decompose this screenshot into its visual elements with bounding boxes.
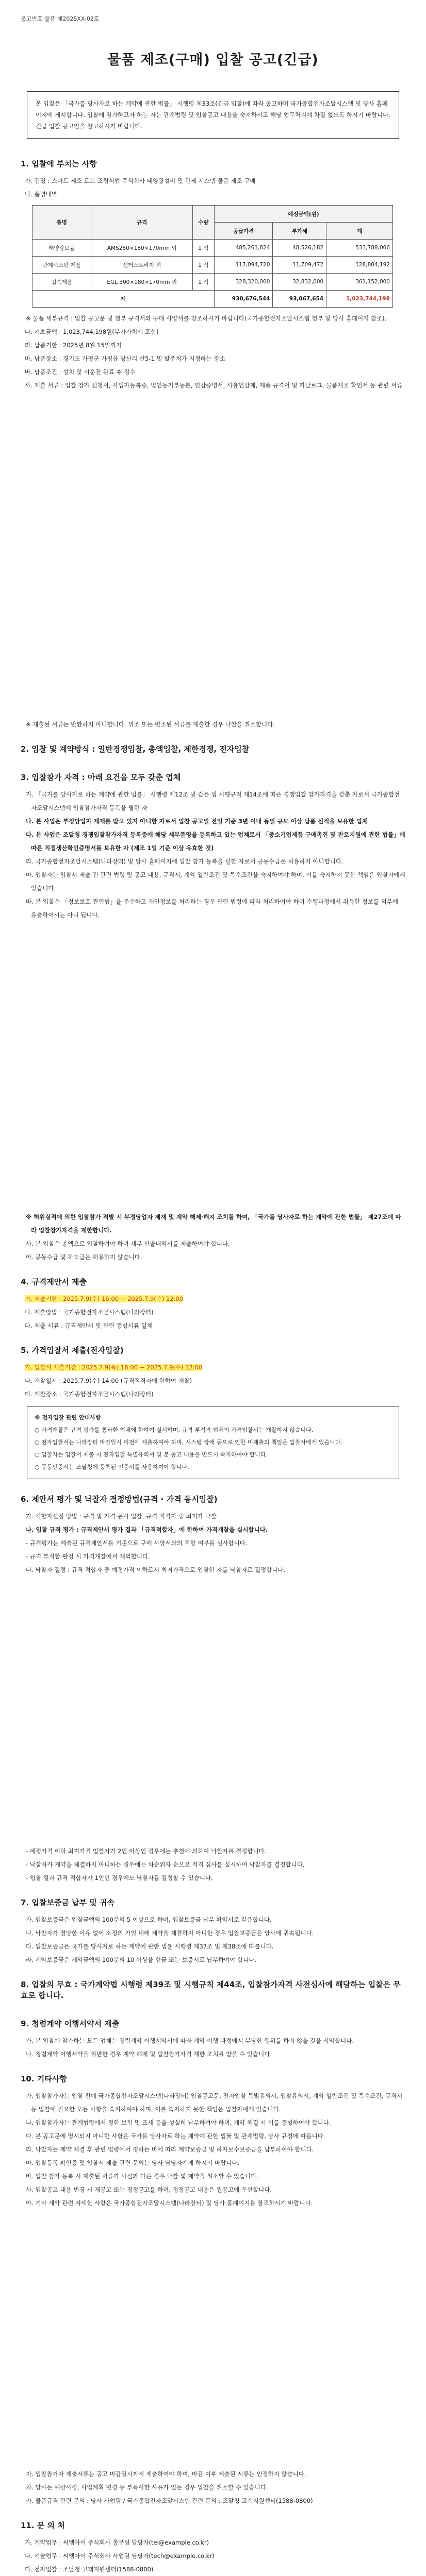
cell-supply: 485,261,824 bbox=[214, 240, 273, 257]
th-item: 품명 bbox=[32, 206, 91, 240]
notice-c: 아. 공동수급 및 하도급은 허용하지 않습니다. bbox=[26, 1253, 142, 1261]
table-row bbox=[32, 240, 393, 257]
cell-item: 태양광모듈 bbox=[32, 240, 91, 257]
qual-d: 라. 국가종합전자조달시스템(나라장터) 및 당사 홈페이지에 입찰 참가 등록을 필한 자로서 공동수급은 허용하지 아니합니다. bbox=[26, 858, 343, 865]
section-10 bbox=[21, 2073, 405, 2507]
table-total-row bbox=[32, 291, 393, 308]
box-title: ※ 전자입찰 관련 안내사항 bbox=[35, 1414, 101, 1421]
eval-g: - 낙찰자가 계약을 체결하지 아니하는 경우에는 차순위자 순으로 적격 심사를 실시하여 낙찰자를 결정합니다. bbox=[26, 1861, 305, 1868]
integrity-a: 가. 본 입찰에 참가하는 모든 업체는 청렴계약 이행서약서에 따라 계약 이행 과정에서 부당한 행위를 하지 않을 것을 서약합니다. bbox=[26, 2037, 354, 2044]
cell-item: 접속제품 bbox=[32, 274, 91, 291]
false-record-notice: ※ 허위실적에 의한 입찰참가 적발 시 부정당업자 제재 및 계약 해제·해지 조치를 하며, 「국가를 당사자로 하는 계약에 관한 법률」 제27조에 따라 입찰참가자격을 제한합니다. bbox=[26, 1213, 401, 1234]
eval-c: - 규격평가는 제출된 규격제안서를 기준으로 구매 사양서와의 적합 여부를 심사합니다. bbox=[26, 1539, 248, 1547]
misc-g: 사. 입찰공고 내용 변경 시 재공고 또는 정정공고를 하며, 정정공고 내용은 원공고에 우선합니다. bbox=[26, 2186, 272, 2193]
section-heading: 7. 입찰보증금 납부 및 귀속 bbox=[21, 1898, 114, 1907]
cell-vat: 32,832,000 bbox=[273, 274, 326, 291]
proposal-deadline bbox=[21, 1292, 405, 1306]
misc-d: 라. 낙찰자는 계약 체결 후 관련 법령에서 정하는 바에 따라 계약보증금 및 하자보수보증금을 납부하여야 합니다. bbox=[26, 2146, 314, 2153]
cell-sum: 533,788,006 bbox=[326, 240, 393, 257]
section-9 bbox=[21, 2018, 405, 2061]
section-heading: 1. 입찰에 부치는 사항 bbox=[21, 159, 97, 168]
section-7 bbox=[21, 1897, 405, 1967]
contact-contract: 가. 계약업무 : 씨엠아이 주식회사 총무팀 담당자(tel@example.co.kr) bbox=[25, 2539, 209, 2546]
proposal-docs: 다. 제출 서류 : 규격제안서 및 관련 증빙서류 일체 bbox=[25, 1322, 153, 1329]
cell-spec: 센터스토리지 외 bbox=[91, 257, 193, 274]
misc-h: 아. 기타 계약 관련 자세한 사항은 국가종합전자조달시스템(나라장터) 및 당사 홈페이지를 참조하시기 바랍니다. bbox=[26, 2199, 313, 2207]
contact-ebid: 다. 전자입찰 : 조달청 고객지원센터(1588-0800) bbox=[25, 2566, 154, 2573]
e-bid-notice-box bbox=[27, 1406, 399, 1479]
item-list-label: 나. 품명내역 bbox=[25, 191, 57, 198]
cell-qty: 1 식 bbox=[192, 274, 214, 291]
eval-e: 다. 낙찰자 결정 : 규격 적합자 중 예정가격 이하로서 최저가격으로 입찰한 자를 낙찰자로 결정합니다. bbox=[26, 1566, 286, 1573]
section-heading: 4. 규격제안서 제출 bbox=[21, 1277, 87, 1286]
deposit-a: 가. 입찰보증금은 입찰금액의 100분의 5 이상으로 하며, 입찰보증금 납부 확약서로 갈음합니다. bbox=[26, 1916, 272, 1923]
th-supply: 공급가격 bbox=[214, 223, 273, 240]
cell-vat: 11,709,472 bbox=[273, 257, 326, 274]
section-heading: 5. 가격입찰서 제출(전자입찰) bbox=[21, 1346, 124, 1355]
misc-j: 차. 당사는 예산사정, 사업계획 변경 등 부득이한 사유가 있는 경우 입찰을 취소할 수 있습니다. bbox=[26, 2484, 268, 2491]
section-5 bbox=[21, 1345, 405, 1401]
qual-c: 다. 본 사업은 조달청 경쟁입찰참가자격 등록증에 해당 세부품명을 등록하고 있는 업체로서 「중소기업제품 구매촉진 및 판로지원에 관한 법률」에 따른 직접생산확인증명서를 보유한 자 (제조 1일 기준 이상 유효한 것) bbox=[26, 831, 405, 852]
cell-item: 관제시스템 제품 bbox=[32, 257, 91, 274]
cell-total-sum: 1,023,744,198 bbox=[326, 291, 393, 308]
deposit-b: 나. 낙찰자가 정당한 이유 없이 소정의 기일 내에 계약을 체결하지 아니한 경우 입찰보증금은 당사에 귀속됩니다. bbox=[26, 1929, 314, 1937]
notice-block bbox=[21, 1210, 405, 1264]
cell-qty: 1 식 bbox=[192, 240, 214, 257]
eval-f: - 예정가격 이하 최저가격 입찰자가 2인 이상인 경우에는 추첨에 의하여 낙찰자를 결정합니다. bbox=[26, 1848, 267, 1855]
misc-e: 마. 입찰등록 확인증 및 입찰서 제출 관련 문의는 당사 담당자에게 하시기 바랍니다. bbox=[26, 2159, 240, 2166]
misc-f: 바. 입찰 참가 등록 시 제출된 서류가 사실과 다른 경우 낙찰 및 계약을 취소할 수 있습니다. bbox=[26, 2173, 258, 2180]
cell-total-label: 계 bbox=[32, 291, 215, 308]
table-row bbox=[32, 257, 393, 274]
section-heading: 11. 문 의 처 bbox=[21, 2521, 65, 2530]
spec-note: ※ 물품 세부규격 : 입찰 공고문 및 첨부 규격서와 구매 사양서를 참조하시기 바랍니다(국가종합전자조달시스템 첨부 및 당사 홈페이지 참조). bbox=[26, 315, 387, 322]
intro-box: 본 입찰은 「국가를 당사자로 하는 계약에 관한 법률」 시행령 제33조(긴급 입찰)에 따라 공고하며 국가종합전자조달시스템 및 당사 홈페이지에 게시합니다. 입찰에 참가하고자 하는 자는 관계법령 및 입찰공고 내용을 숙지하시고 해당 업무처리에 차질 없도록 하시기 바랍니다. 긴급 입찰 공고임을 참고하시기 바랍니다. bbox=[27, 91, 399, 139]
delivery-terms: 바. 납품조건 : 설치 및 시운전 완료 후 검수 bbox=[25, 368, 136, 376]
eval-a: 가. 적합자선정 방법 : 규격 및 가격 동시 입찰, 규격 적격자 중 최저가 낙찰 bbox=[26, 1513, 217, 1520]
item-table bbox=[32, 205, 393, 308]
cell-sum: 128,804,192 bbox=[326, 257, 393, 274]
table-row bbox=[32, 274, 393, 291]
notice-number: 공고번호 물품 제2025XX-02호 bbox=[21, 15, 100, 22]
th-price: 예정금액(원) bbox=[214, 206, 392, 223]
opening-place: 다. 개찰장소 : 국가종합전자조달시스템(나라장터) bbox=[25, 1391, 154, 1398]
misc-b: 나. 입찰참가자는 관계법령에서 정한 보험 및 조세 등을 성실히 납부하여야 하며, 계약 체결 시 이를 증빙하여야 합니다. bbox=[26, 2119, 331, 2126]
deposit-d: 라. 계약보증금은 계약금액의 100분의 10 이상을 현금 또는 보증서로 납부하여야 합니다. bbox=[26, 1956, 257, 1963]
bid-period bbox=[21, 1361, 405, 1374]
section-heading: 3. 입찰참가 자격 : 아래 요건을 모두 갖춘 업체 bbox=[21, 773, 181, 782]
box-item: ○ 가격개찰은 규격 평가를 통과한 업체에 한하여 실시하며, 규격 부적격 업체의 가격입찰서는 개찰하지 않습니다. bbox=[35, 1427, 314, 1433]
cell-total-supply: 930,676,544 bbox=[214, 291, 273, 308]
section-6 bbox=[21, 1494, 405, 1885]
box-item: ○ 전자입찰서는 나라장터 마감일시 이전에 제출하여야 하며, 시스템 장애 등으로 인한 미제출의 책임은 입찰자에게 있습니다. bbox=[35, 1439, 342, 1446]
section-heading: 6. 제안서 평가 및 낙찰자 결정방법(규격 · 가격 동시입찰) bbox=[21, 1495, 218, 1504]
section-4 bbox=[21, 1276, 405, 1332]
eval-d: - 규격 부적합 판정 시 가격개찰에서 제외합니다. bbox=[26, 1553, 150, 1560]
submit-docs: 사. 제출 서류 : 입찰 참가 신청서, 사업자등록증, 법인등기부등본, 인감증명서, 사용인감계, 제품 규격서 및 카탈로그, 물품제조 확인서 등 관련 서류 bbox=[25, 382, 403, 389]
cell-sum: 361,152,000 bbox=[326, 274, 393, 291]
integrity-b: 나. 청렴계약 이행서약을 위반한 경우 계약 해제 및 입찰참가자격 제한 조치를 받을 수 있습니다. bbox=[26, 2050, 272, 2058]
deposit-c: 다. 입찰보증금은 국가를 당사자로 하는 계약에 관한 법률 시행령 제37조 및 제38조에 따릅니다. bbox=[26, 1943, 274, 1950]
cell-spec: AMS250×180×170mm 외 bbox=[91, 240, 193, 257]
contact-tech: 나. 기술업무 : 씨엠아이 주식회사 사업팀 담당자(tech@example.co.kr) bbox=[25, 2552, 215, 2560]
cell-total-vat: 93,067,654 bbox=[273, 291, 326, 308]
qual-e: 마. 입찰자는 입찰서 제출 전 관련 법령 및 공고 내용, 규격서, 계약 일반조건 및 특수조건을 숙지하여야 하며, 이를 숙지하지 못한 책임은 입찰자에게 있습니다. bbox=[26, 871, 405, 892]
box-item: ○ 공동인증서는 조달청에 등록된 인증서를 사용하여야 합니다. bbox=[35, 1464, 189, 1470]
section-8-heading: 8. 입찰의 무효 : 국가계약법 시행령 제39조 및 시행규칙 제44조, 입찰참가자격 사전심사에 해당하는 입찰은 무효로 합니다. bbox=[21, 1980, 401, 2000]
misc-i: 자. 입찰참가자 제출서류는 공고 마감일시까지 제출하여야 하며, 마감 이후 제출된 서류는 인정하지 않습니다. bbox=[26, 2470, 306, 2478]
section-heading: 9. 청렴계약 이행서약서 제출 bbox=[21, 2019, 120, 2028]
qual-b: 나. 본 사업은 부정당업자 제재를 받고 있지 아니한 자로서 입찰 공고일 전일 기준 3년 이내 동일 규모 이상 납품 실적을 보유한 업체 bbox=[26, 818, 368, 825]
qual-a: 가. 「국가를 당사자로 하는 계약에 관한 법률」 시행령 제12조 및 같은 법 시행규칙 제14조에 따른 경쟁입찰 참가자격을 갖춘 자로서 국가종합전자조달시스템에 입찰참가자격 등록을 필한 자 bbox=[26, 791, 400, 811]
th-spec: 규격 bbox=[91, 206, 193, 240]
blank-area bbox=[21, 399, 405, 708]
cell-supply: 328,320,000 bbox=[214, 274, 273, 291]
item-name: 가. 건명 : 스마트 제조 로드 조립식업 주식회사 태양광설비 및 관제 시스템 물품 제조 구매 bbox=[25, 177, 256, 184]
misc-k: 카. 물품규격 관련 문의 : 당사 사업팀 / 국가종합전자조달시스템 관련 문의 : 조달청 고객지원센터(1588-0800) bbox=[26, 2497, 313, 2504]
th-qty: 수량 bbox=[192, 206, 214, 240]
section-3 bbox=[21, 772, 405, 922]
page-title: 물품 제조(구매) 입찰 공고(긴급) bbox=[107, 52, 319, 68]
th-sum: 계 bbox=[326, 223, 393, 240]
cell-qty: 1 식 bbox=[192, 257, 214, 274]
cell-spec: EGL 300×180×170mm 외 bbox=[91, 274, 193, 291]
cell-supply: 117,094,720 bbox=[214, 257, 273, 274]
bid-period-text: 가. 입찰서 제출기간 : 2025.7.9(목) 16:00 ~ 2025.7.9(수) 12:00 bbox=[25, 1364, 203, 1371]
opening-time: 나. 개찰일시 : 2025.7.9(수) 14:00 (규격적격자에 한하여 개찰) bbox=[25, 1377, 192, 1384]
misc-a: 가. 입찰참가자는 입찰 전에 국가종합전자조달시스템(나라장터) 입찰공고문, 전자입찰 특별유의서, 입찰유의서, 계약 일반조건 및 특수조건, 규격서 등 입찰에 필요한 모든 사항을 숙지하여야 하며, 이를 숙지하지 못한 책임은 입찰자에게 있습니다. bbox=[26, 2092, 403, 2113]
notice-b: 사. 본 입찰은 총액으로 입찰하여야 하며 세부 산출내역서를 제출하여야 합니다. bbox=[26, 1240, 230, 1247]
section-2-heading: 2. 입찰 및 계약방식 : 일반경쟁입찰, 총액입찰, 제한경쟁, 전자입찰 bbox=[21, 744, 250, 754]
eval-b: 나. 입찰 규격 평가 : 규격제안서 평가 결과 「규격적합자」에 한하여 가격개찰을 실시합니다. bbox=[26, 1526, 268, 1533]
base-amount: 다. 기초금액 : 1,023,744,198원(부가가치세 포함) bbox=[25, 328, 159, 335]
th-vat: 부가세 bbox=[273, 223, 326, 240]
misc-c: 다. 본 공고문에 명시되지 아니한 사항은 국가를 당사자로 하는 계약에 관한 법률 및 관계법령, 당사 규정에 따릅니다. bbox=[26, 2132, 325, 2140]
section-heading: 10. 기타사항 bbox=[21, 2074, 67, 2083]
delivery-place: 마. 납품장소 : 경기도 가평군 가평읍 당산리 산5-1 및 발주처가 지정하는 장소 bbox=[25, 355, 225, 362]
box-item: ○ 입찰자는 입찰서 제출 시 전자입찰 특별유의서 및 본 공고 내용을 반드시 숙지하여야 합니다. bbox=[35, 1451, 268, 1458]
qual-f: 바. 본 입찰은 「정보보호 관련법」을 준수하고 개인정보를 처리하는 경우 관련 법령에 따라 처리하여야 하며 수행과정에서 취득한 정보를 외부에 유출하여서는 아니 됩니다. bbox=[26, 898, 399, 919]
proposal-method: 나. 제출방법 : 국가종합전자조달시스템(나라장터) bbox=[25, 1309, 154, 1316]
eval-h: - 입찰 결과 규격 적합자가 1인인 경우에도 낙찰자를 결정할 수 있습니다. bbox=[26, 1874, 213, 1882]
section-1 bbox=[21, 158, 405, 731]
submit-docs-note: ※ 제출된 서류는 반환하지 아니합니다. 위조 또는 변조된 서류를 제출한 경우 낙찰을 취소합니다. bbox=[26, 721, 275, 728]
proposal-deadline-text: 가. 제출기한 : 2025.7.9(수) 16:00 ~ 2025.7.9(수) 12:00 bbox=[25, 1295, 184, 1302]
cell-vat: 48,526,182 bbox=[273, 240, 326, 257]
delivery-deadline: 라. 납품기한 : 2025년 8월 15일까지 bbox=[25, 342, 122, 349]
section-11 bbox=[21, 2520, 405, 2576]
